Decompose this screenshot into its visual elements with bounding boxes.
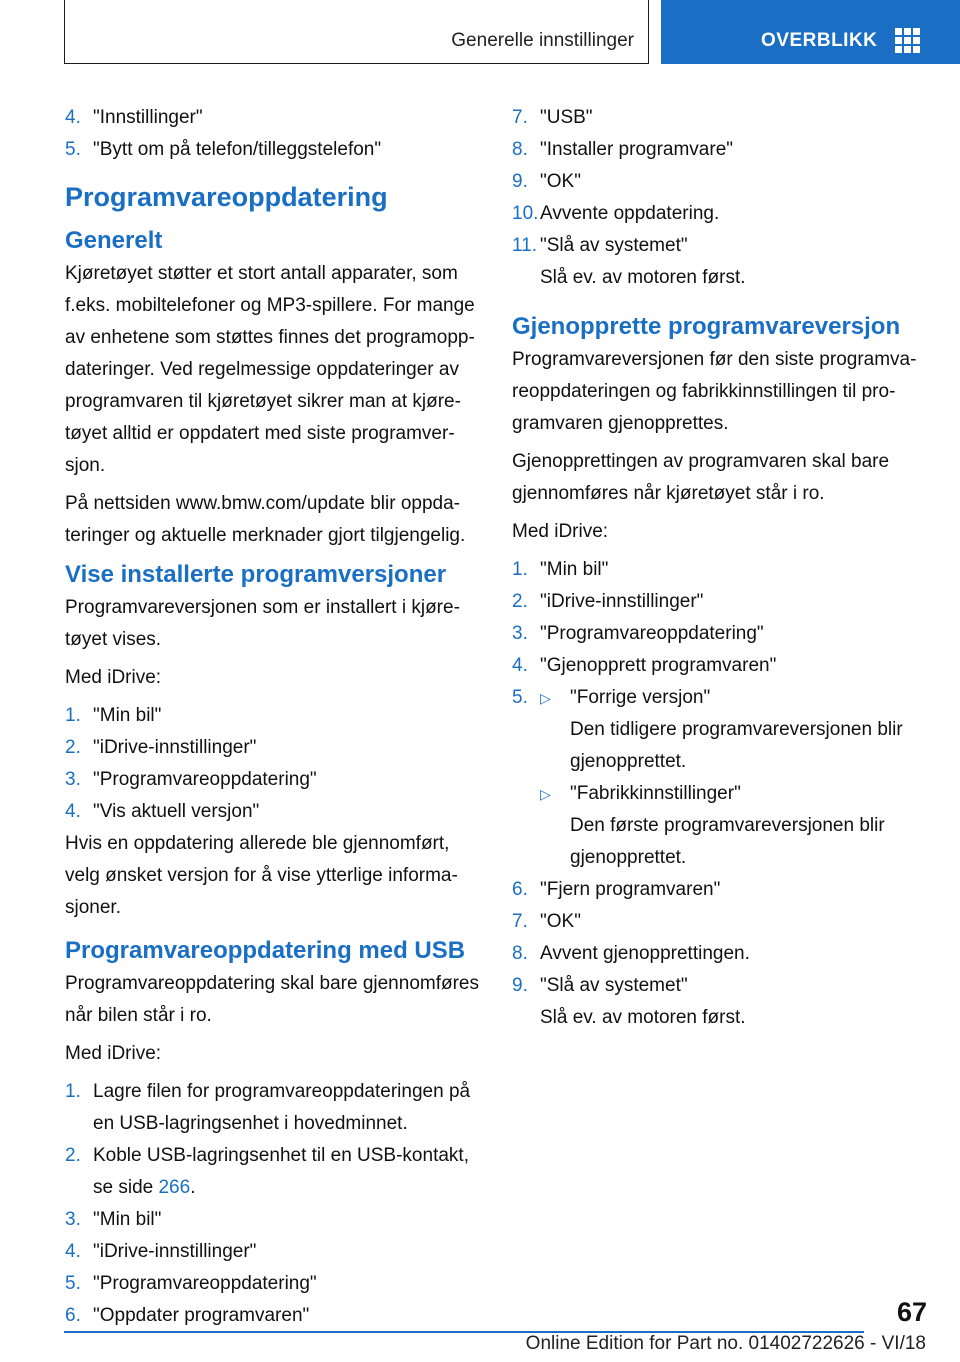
list-item: 9. "Slå av systemet" xyxy=(512,975,688,996)
paragraph: På nettsiden www.bmw.com/update blir oppda- teringer og aktuelle merknader gjort tilgjengelig. xyxy=(65,493,466,546)
right-column xyxy=(512,102,927,1034)
paragraph: Programvareversjonen som er installert i kjøre- tøyet vises. xyxy=(65,597,460,650)
list-item: 3. "Programvareoppdatering" xyxy=(512,623,764,644)
list-item: 6. "Fjern programvaren" xyxy=(512,879,721,900)
list-item: 9. "OK" xyxy=(512,171,581,192)
list-item: 1. "Min bil" xyxy=(512,559,609,580)
list-item: 2. Koble USB-lagringsenhet til en USB-kontakt, se side 266. xyxy=(65,1145,469,1198)
section-heading-general: Generelt xyxy=(65,227,163,254)
page-link[interactable]: 266 xyxy=(158,1177,191,1198)
paragraph: Hvis en oppdatering allerede ble gjennomført, velg ønsket versjon for å vise ytterlige informa- sjoner. xyxy=(65,833,458,918)
header-section-tab[interactable] xyxy=(64,0,649,64)
list-item: 4. "Gjenopprett programvaren" xyxy=(512,655,777,676)
option-description: Den tidligere programvareversjonen blir gjenopprettet. xyxy=(570,719,903,772)
paragraph: Kjøretøyet støtter et stort antall apparater, som f.eks. mobiltelefoner og MP3-spillere. For mange av enhetene som støttes finnes det programopp- dateringer. Ved regelmessige oppdateringer av programvaren til kjøretøyet sikrer man at kjøre- tøyet alltid er oppdatert med siste programver- sjon. xyxy=(65,263,475,476)
list-item: 10. Avvente oppdatering. xyxy=(512,203,720,224)
edition-text: Online Edition for Part no. 01402722626 - VI/18 xyxy=(525,1333,926,1354)
paragraph: Programvareoppdatering skal bare gjennomføres når bilen står i ro. xyxy=(65,973,479,1026)
list-item: 2. "iDrive-innstillinger" xyxy=(512,591,704,612)
list-item: 4. "Innstillinger" xyxy=(65,107,203,128)
list-item: 5. "Bytt om på telefon/tilleggstelefon" xyxy=(65,139,382,160)
list-item: 1. "Min bil" xyxy=(65,705,162,726)
list-item: 7. "USB" xyxy=(512,107,593,128)
with-idrive-label: Med iDrive: xyxy=(512,521,609,542)
list-item: 2. "iDrive-innstillinger" xyxy=(65,737,257,758)
list-item: 11. "Slå av systemet" xyxy=(512,235,688,256)
triangle-bullet-icon: ▷ xyxy=(540,786,551,802)
option-description: Den første programvareversjonen blir gjenopprettet. xyxy=(570,815,885,868)
section-heading-restore: Gjenopprette programvareversjon xyxy=(512,313,901,340)
section-heading-installed: Vise installerte programversjoner xyxy=(65,561,447,588)
left-column xyxy=(65,102,480,1332)
list-item: 7. "OK" xyxy=(512,911,581,932)
step-note: Slå ev. av motoren først. xyxy=(540,267,746,288)
paragraph: Gjenopprettingen av programvaren skal bare gjennomføres når kjøretøyet står i ro. xyxy=(512,451,890,504)
list-item: 4. "iDrive-innstillinger" xyxy=(65,1241,257,1262)
chapter-heading: Programvareoppdatering xyxy=(65,182,388,212)
list-item: 6. "Oppdater programvaren" xyxy=(65,1305,310,1326)
list-item: 1. Lagre filen for programvareoppdateringen på en USB-lagringsenhet i hovedminnet. xyxy=(65,1081,471,1134)
overview-button[interactable] xyxy=(661,0,960,64)
section-title: Generelle innstillinger xyxy=(451,30,634,51)
list-item: 8. Avvent gjenopprettingen. xyxy=(512,943,750,964)
list-item: 4. "Vis aktuell versjon" xyxy=(65,801,260,822)
triangle-bullet-icon: ▷ xyxy=(540,690,551,706)
section-heading-usb: Programvareoppdatering med USB xyxy=(65,937,466,964)
page-number: 67 xyxy=(896,1297,927,1327)
overview-label: OVERBLIKK xyxy=(761,30,878,51)
paragraph: Programvareversjonen før den siste programva- reoppdateringen og fabrikkinnstillingen til pro- gramvaren gjenopprettes. xyxy=(512,349,917,434)
list-item: 3. "Programvareoppdatering" xyxy=(65,769,317,790)
step-note: Slå ev. av motoren først. xyxy=(540,1007,746,1028)
with-idrive-label: Med iDrive: xyxy=(65,667,162,688)
option-item: ▷ "Fabrikkinnstillinger" xyxy=(512,778,927,810)
list-item: 8. "Installer programvare" xyxy=(512,139,734,160)
grid-icon xyxy=(895,28,921,52)
list-item: 5. "Programvareoppdatering" xyxy=(65,1273,317,1294)
list-item: 3. "Min bil" xyxy=(65,1209,162,1230)
with-idrive-label: Med iDrive: xyxy=(65,1043,162,1064)
list-item: 5. ▷ "Forrige versjon" xyxy=(512,682,927,714)
